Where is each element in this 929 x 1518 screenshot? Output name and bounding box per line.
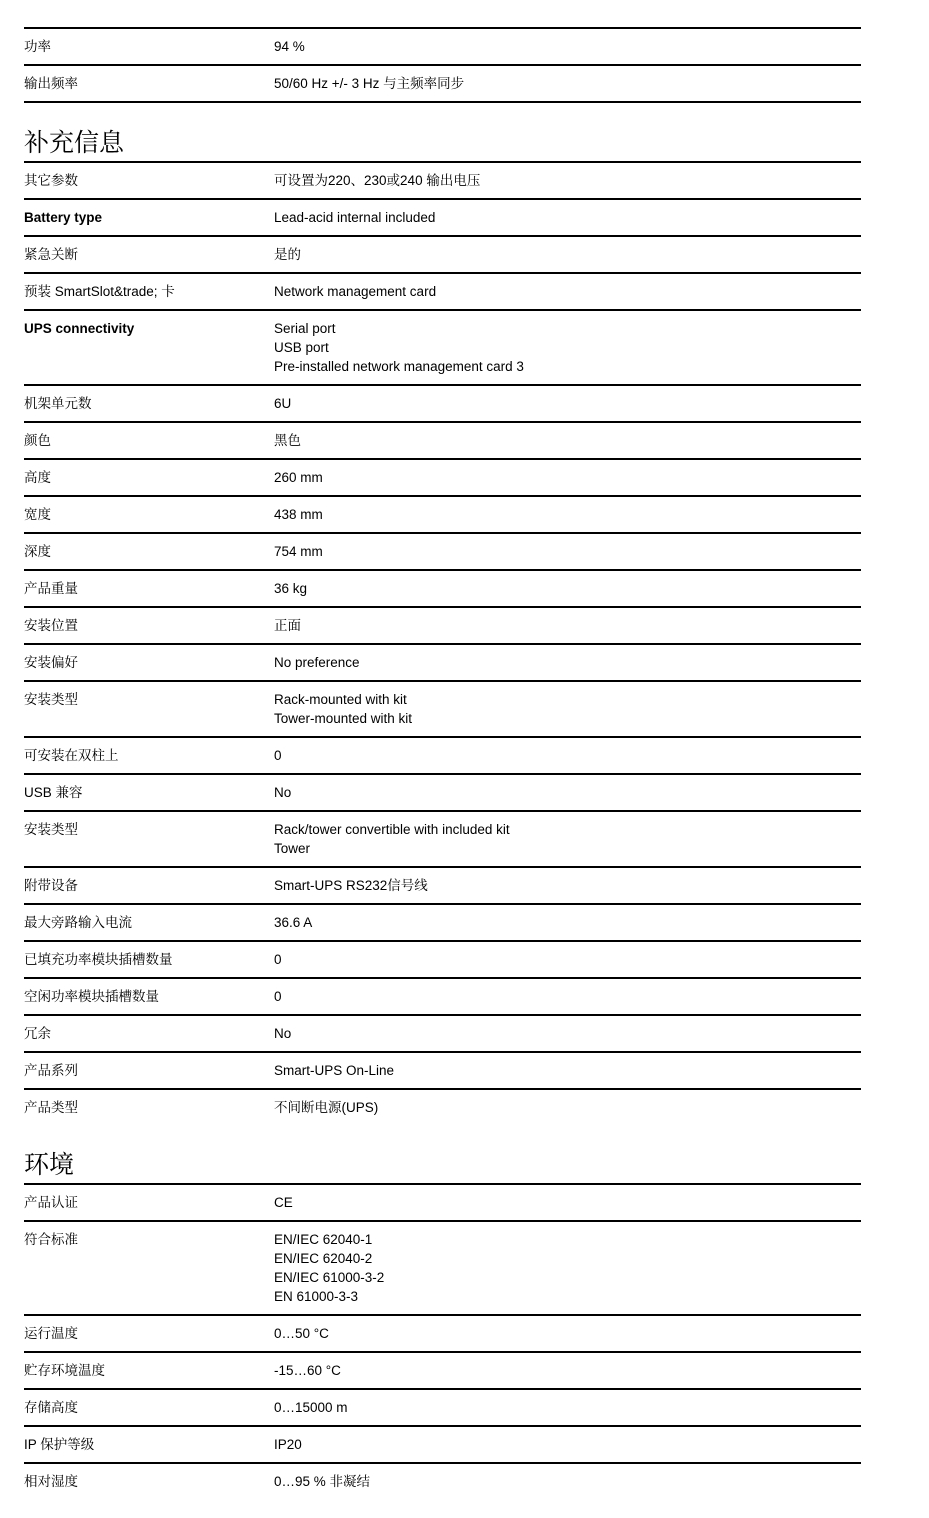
spec-row [24, 773, 861, 810]
spec-value-line: Tower [274, 841, 311, 856]
spec-value [274, 690, 861, 728]
spec-label: Battery type [24, 210, 103, 225]
spec-label: 空闲功率模块插槽数量 [24, 989, 159, 1004]
spec-value [274, 987, 861, 1006]
spec-value-line: -15…60 °C [274, 1363, 341, 1378]
spec-label: 附带设备 [24, 878, 78, 893]
spec-row [24, 1220, 861, 1314]
intro-spec-table [24, 0, 861, 103]
spec-label: 预装 SmartSlot&trade; 卡 [24, 284, 175, 299]
spec-label: 产品系列 [24, 1063, 78, 1078]
spec-row [24, 736, 861, 773]
spec-value-line: 0 [274, 952, 282, 967]
spec-value [274, 1435, 861, 1454]
spec-row [24, 1183, 861, 1220]
spec-value-line: 50/60 Hz +/- 3 Hz 与主频率同步 [274, 76, 465, 91]
spec-value [274, 820, 861, 858]
spec-value-line: Rack/tower convertible with included kit [274, 822, 510, 837]
spec-row [24, 64, 861, 101]
spec-label: 产品类型 [24, 1100, 78, 1115]
spec-value [274, 876, 861, 895]
spec-value [274, 431, 861, 450]
spec-value-line: 0 [274, 748, 282, 763]
spec-row [24, 1051, 861, 1088]
spec-value-line: 是的 [274, 247, 301, 262]
spec-label: 安装类型 [24, 692, 78, 707]
spec-row [24, 161, 861, 198]
spec-value [274, 913, 861, 932]
spec-row [24, 1088, 861, 1125]
spec-row [24, 272, 861, 309]
spec-row [24, 866, 861, 903]
spec-row [24, 458, 861, 495]
spec-row [24, 1425, 861, 1462]
spec-row [24, 903, 861, 940]
spec-value-line: 94 % [274, 39, 305, 54]
spec-row [24, 1351, 861, 1388]
spec-row [24, 198, 861, 235]
spec-value-line: 黑色 [274, 433, 301, 448]
spec-value [274, 1472, 861, 1491]
spec-row [24, 1014, 861, 1051]
spec-value-line: Network management card [274, 284, 437, 299]
spec-value [274, 505, 861, 524]
spec-value-line: 0…95 % 非凝结 [274, 1474, 371, 1489]
spec-value-line: EN/IEC 62040-2 [274, 1251, 373, 1266]
spec-label: 产品认证 [24, 1195, 78, 1210]
spec-value-line: 不间断电源(UPS) [274, 1100, 379, 1115]
spec-sections [24, 103, 861, 1499]
spec-label: 相对湿度 [24, 1474, 78, 1489]
spec-value-line: Serial port [274, 321, 336, 336]
spec-value-line: CE [274, 1195, 293, 1210]
spec-label: 宽度 [24, 507, 51, 522]
section-title: 补充信息 [24, 129, 125, 157]
spec-value-line: Tower-mounted with kit [274, 711, 413, 726]
spec-row [24, 643, 861, 680]
spec-value [274, 74, 861, 93]
spec-value-line: Smart-UPS RS232信号线 [274, 878, 428, 893]
spec-label: 符合标准 [24, 1232, 78, 1247]
spec-label: IP 保护等级 [24, 1437, 95, 1452]
spec-value-line: 36.6 A [274, 915, 313, 930]
spec-value-line: IP20 [274, 1437, 302, 1452]
spec-label: 贮存环境温度 [24, 1363, 105, 1378]
spec-value [274, 746, 861, 765]
spec-value-line: 0…15000 m [274, 1400, 348, 1415]
spec-sheet [24, 0, 861, 1499]
spec-row [24, 495, 861, 532]
spec-value [274, 783, 861, 802]
spec-value [274, 394, 861, 413]
spec-value [274, 1024, 861, 1043]
spec-value [274, 1230, 861, 1306]
spec-value-line: EN/IEC 62040-1 [274, 1232, 373, 1247]
spec-value [274, 1324, 861, 1343]
spec-label: 最大旁路输入电流 [24, 915, 132, 930]
spec-section [24, 1125, 861, 1499]
spec-value [274, 1061, 861, 1080]
spec-value-line: EN 61000-3-3 [274, 1289, 359, 1304]
spec-row [24, 1314, 861, 1351]
spec-label: 产品重量 [24, 581, 78, 596]
spec-value [274, 245, 861, 264]
spec-value [274, 1193, 861, 1212]
spec-label: USB 兼容 [24, 785, 83, 800]
spec-row [24, 977, 861, 1014]
spec-label: 已填充功率模块插槽数量 [24, 952, 173, 967]
spec-label: 存储高度 [24, 1400, 78, 1415]
spec-value-line: 可设置为220、230或240 输出电压 [274, 173, 481, 188]
spec-section [24, 103, 861, 1125]
spec-value-line: 0 [274, 989, 282, 1004]
spec-value [274, 171, 861, 190]
spec-label: 其它参数 [24, 173, 78, 188]
spec-value-line: 0…50 °C [274, 1326, 329, 1341]
spec-row [24, 421, 861, 458]
spec-label: 可安装在双柱上 [24, 748, 119, 763]
spec-label: 安装偏好 [24, 655, 78, 670]
spec-value-line: EN/IEC 61000-3-2 [274, 1270, 385, 1285]
spec-label: UPS connectivity [24, 321, 135, 336]
spec-value-line: 754 mm [274, 544, 323, 559]
spec-row [24, 309, 861, 384]
spec-value [274, 616, 861, 635]
spec-value-line: Lead-acid internal included [274, 210, 436, 225]
spec-value [274, 37, 861, 56]
spec-value [274, 282, 861, 301]
spec-row [24, 680, 861, 736]
spec-label: 冗余 [24, 1026, 51, 1041]
spec-label: 深度 [24, 544, 51, 559]
spec-label: 功率 [24, 39, 51, 54]
spec-value-line: 正面 [274, 618, 301, 633]
spec-value [274, 950, 861, 969]
spec-value-line: 438 mm [274, 507, 323, 522]
spec-value-line: Rack-mounted with kit [274, 692, 407, 707]
spec-value [274, 208, 861, 227]
spec-label: 安装位置 [24, 618, 78, 633]
spec-value-line: No preference [274, 655, 360, 670]
spec-row [24, 384, 861, 421]
spec-value [274, 1098, 861, 1117]
spec-value-line: 260 mm [274, 470, 323, 485]
spec-row [24, 1388, 861, 1425]
spec-value-line: Smart-UPS On-Line [274, 1063, 395, 1078]
spec-row [24, 1462, 861, 1499]
spec-label: 紧急关断 [24, 247, 78, 262]
spec-row [24, 940, 861, 977]
spec-value [274, 579, 861, 598]
spec-label: 安装类型 [24, 822, 78, 837]
spec-label: 运行温度 [24, 1326, 78, 1341]
spec-value-line: Pre-installed network management card 3 [274, 359, 524, 374]
spec-row [24, 569, 861, 606]
spec-label: 高度 [24, 470, 51, 485]
spec-value-line: USB port [274, 340, 329, 355]
spec-row [24, 606, 861, 643]
spec-value [274, 1398, 861, 1417]
spec-row [24, 532, 861, 569]
section-title: 环境 [24, 1151, 75, 1179]
spec-value [274, 468, 861, 487]
spec-row [24, 235, 861, 272]
spec-label: 颜色 [24, 433, 51, 448]
spec-row [24, 810, 861, 866]
spec-label: 机架单元数 [24, 396, 92, 411]
spec-value-line: 36 kg [274, 581, 308, 596]
spec-value-line: No [274, 785, 292, 800]
spec-value-line: 6U [274, 396, 292, 411]
spec-value [274, 1361, 861, 1380]
spec-value [274, 542, 861, 561]
spec-row [24, 27, 861, 64]
spec-value [274, 653, 861, 672]
spec-value-line: No [274, 1026, 292, 1041]
spec-label: 输出频率 [24, 76, 78, 91]
spec-value [274, 319, 861, 376]
